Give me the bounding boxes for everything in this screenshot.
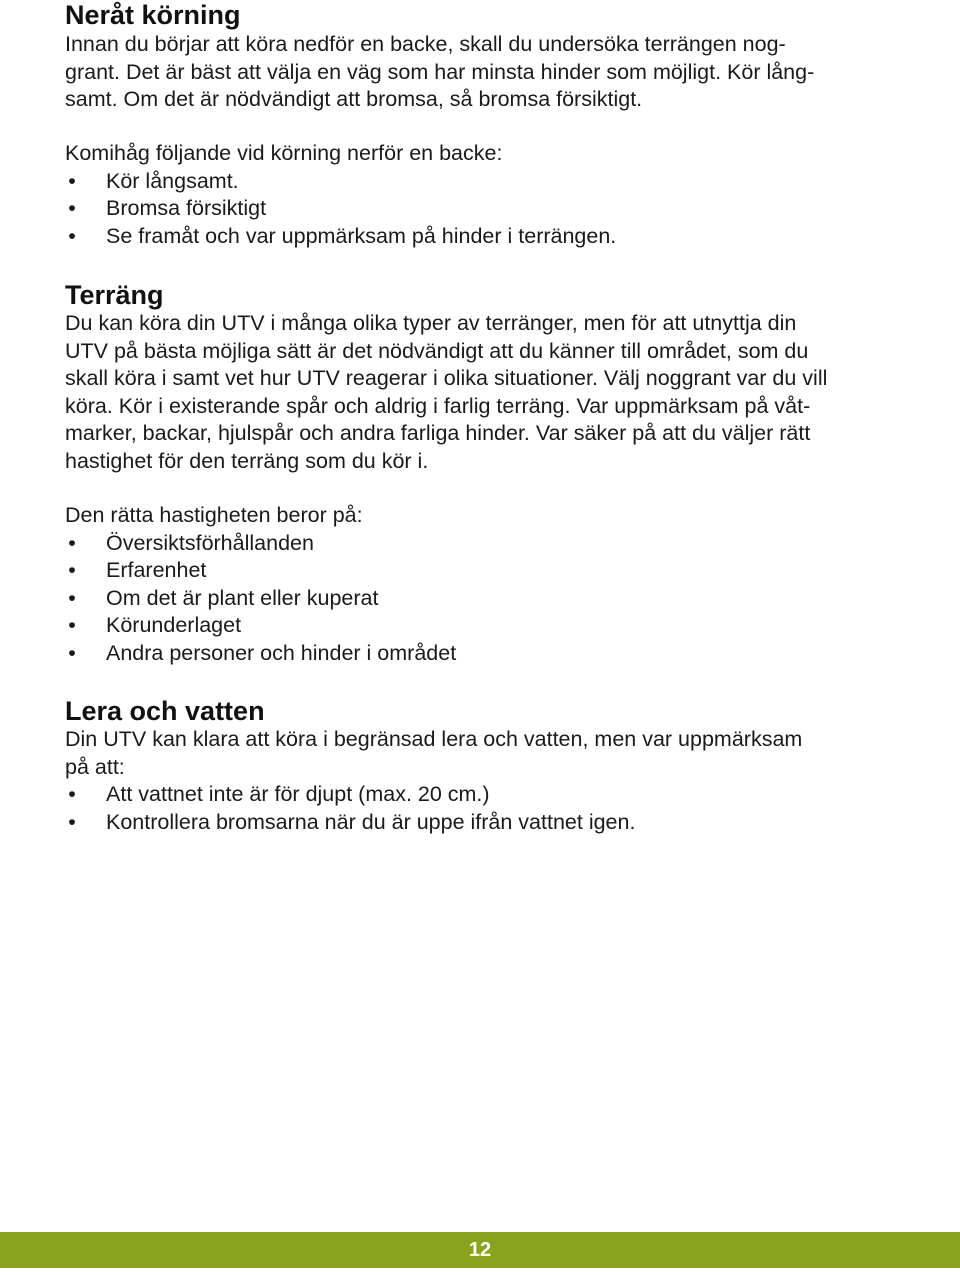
bullet-icon: • xyxy=(68,809,76,834)
bullet-icon: • xyxy=(68,223,76,248)
page-number: 12 xyxy=(468,1239,492,1261)
bullet-list xyxy=(65,781,925,836)
bullet-icon: • xyxy=(68,613,76,637)
section-heading: Lera och vatten xyxy=(65,696,265,726)
list-item: • Kör långsamt. xyxy=(65,168,925,196)
list-item: • Att vattnet inte är för djupt (max. 20 cm.) xyxy=(65,781,925,809)
bullet-icon: • xyxy=(68,558,76,582)
section-paragraph: Din UTV kan klara att köra i begränsad lera och vatten, men var uppmärksam på att: xyxy=(65,727,803,779)
list-item: • Översiktsförhållanden xyxy=(65,530,925,558)
list-intro: Den rätta hastigheten beror på: xyxy=(65,503,363,527)
list-item: • Om det är plant eller kuperat xyxy=(65,585,925,613)
bullet-icon: • xyxy=(68,196,76,220)
section-heading: Neråt körning xyxy=(65,0,241,30)
list-intro: Komihåg följande vid körning nerför en backe: xyxy=(65,141,503,165)
list-item: • Andra personer och hinder i området xyxy=(65,640,925,668)
bullet-icon: • xyxy=(68,530,76,555)
bullet-list xyxy=(65,530,925,668)
bullet-icon: • xyxy=(68,640,76,665)
list-item: • Se framåt och var uppmärksam på hinder i terrängen. xyxy=(65,223,925,251)
bullet-list xyxy=(65,168,925,251)
bullet-icon: • xyxy=(68,585,76,610)
section-paragraph: Innan du börjar att köra nedför en backe, skall du undersöka terrängen nog- grant. Det är bäst att välja en väg som har minsta hinder som möjligt. Kör lång- samt. Om det är nödvändigt att bromsa, så bromsa försiktigt. xyxy=(65,32,815,111)
bullet-icon: • xyxy=(68,782,76,806)
section-heading: Terräng xyxy=(65,280,164,310)
list-item: • Kontrollera bromsarna när du är uppe ifrån vattnet igen. xyxy=(65,809,925,837)
bullet-icon: • xyxy=(68,168,76,193)
list-item: • Körunderlaget xyxy=(65,612,925,640)
section-paragraph: Du kan köra din UTV i många olika typer av terränger, men för att utnyttja din UTV på bästa möjliga sätt är det nödvändigt att du känner till området, som du skall köra i samt vet hur UTV reagerar i olika situationer. Välj noggrant var du vill köra. Kör i existerande spår och aldrig i farlig terräng. Var uppmärksam på våt- marker, backar, hjulspår och andra farliga hinder. Var säker på att du väljer rätt hastighet för den terräng som du kör i. xyxy=(65,311,828,473)
list-item: • Bromsa försiktigt xyxy=(65,195,925,223)
list-item: • Erfarenhet xyxy=(65,557,925,585)
